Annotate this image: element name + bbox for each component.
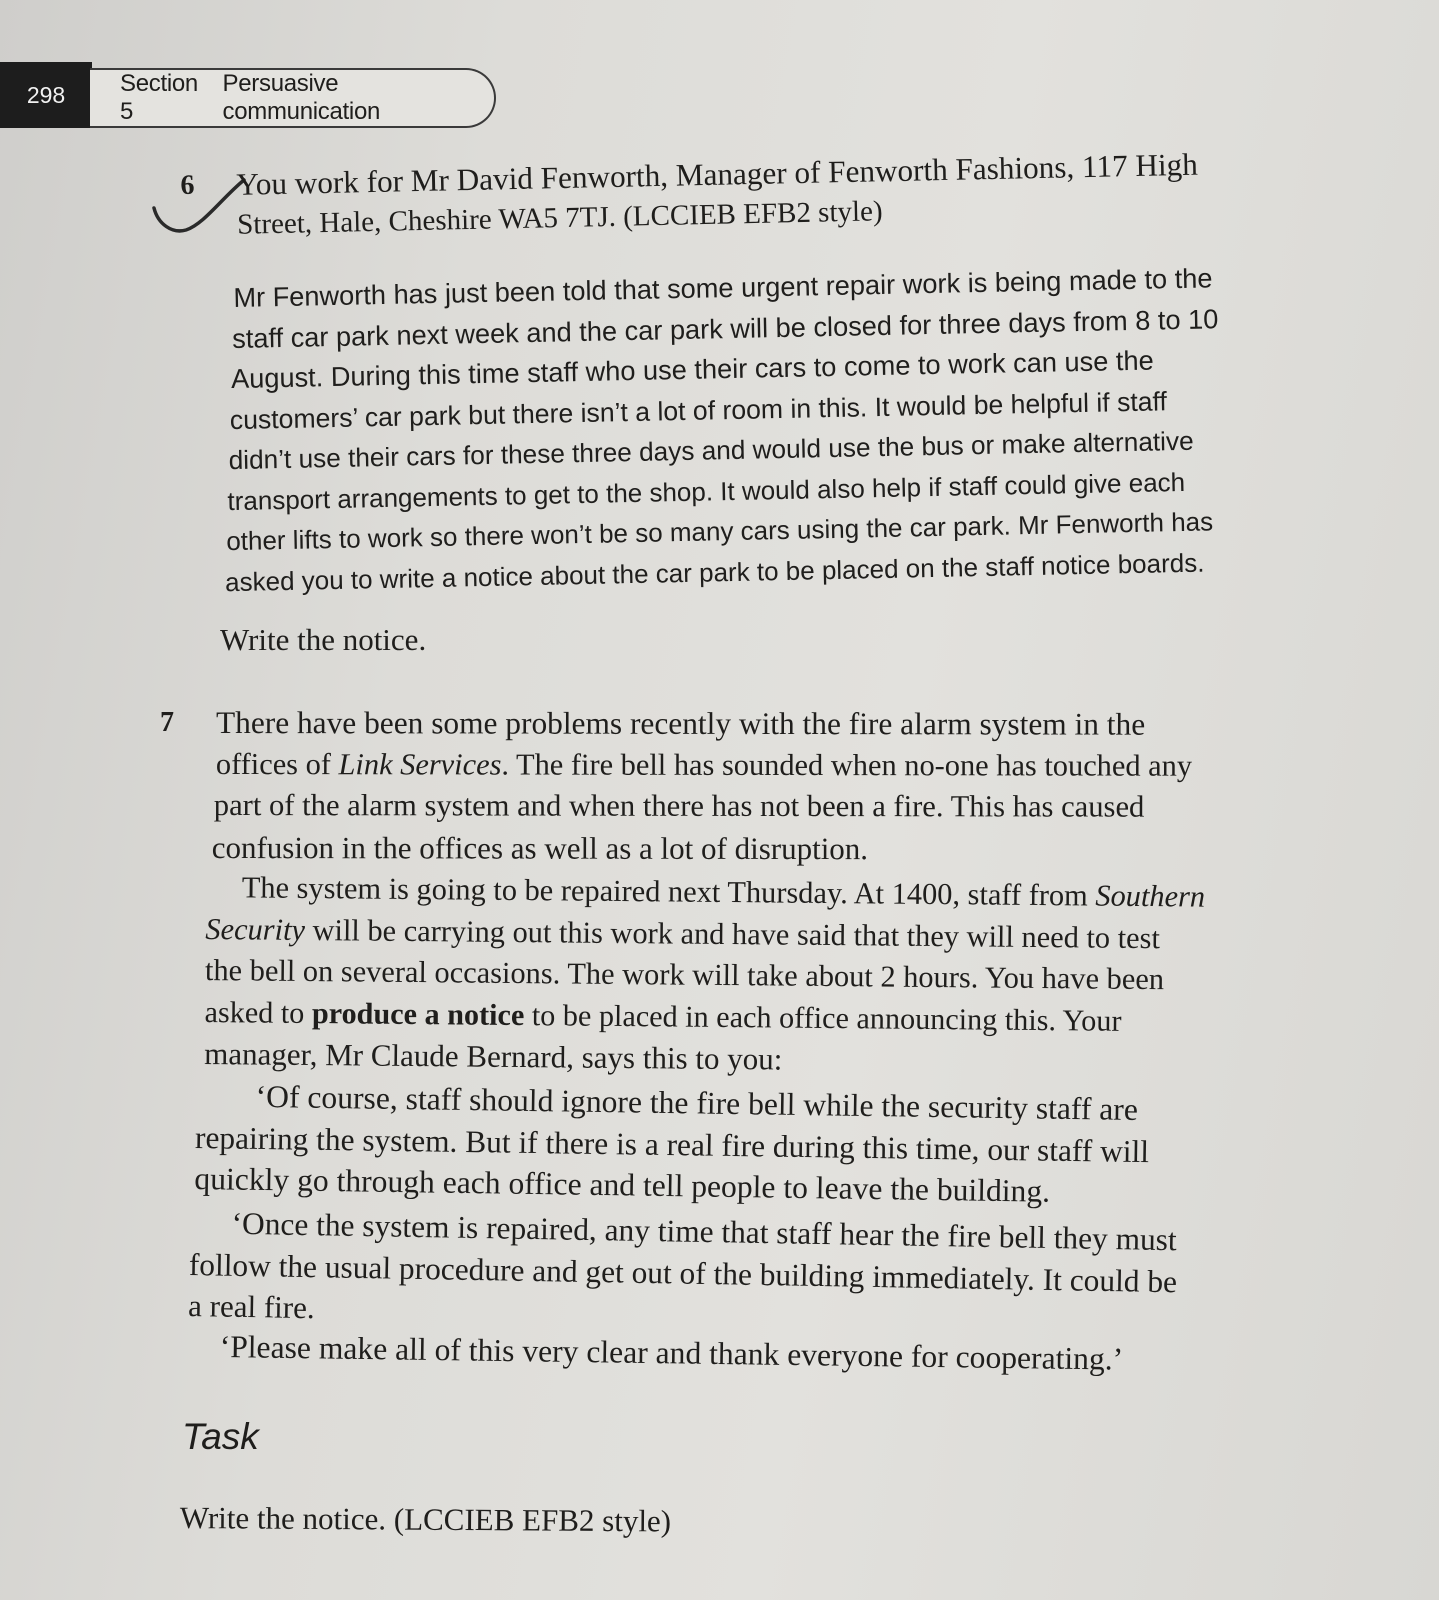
- question-7-line: manager, Mr Claude Bernard, says this to you:: [204, 1035, 783, 1077]
- question-6-number: 6: [180, 169, 195, 201]
- question-6-body: [224, 258, 1224, 602]
- quote-line: ‘Once the system is repaired, any time that staff hear the fire bell they must: [231, 1205, 1177, 1258]
- question-6-heading-line: Street, Hale, Cheshire WA5 7TJ. (LCCIEB EFB2 style): [236, 195, 883, 241]
- section-title: Persuasive communication: [222, 70, 381, 125]
- page-number-text: 298: [26, 81, 66, 108]
- question-6-body-line: staff car park next week and the car park will be closed for three days from 8 to 10: [231, 302, 1219, 354]
- question-7-paragraph-1: [211, 702, 1193, 870]
- company-name: Link Services: [338, 746, 502, 781]
- text-run: will be carrying out this work and have said that they will need to test: [304, 912, 1161, 955]
- question-7-line: the bell on several occasions. The work will take about 2 hours. You have been: [204, 952, 1165, 997]
- text-run: to be placed in each office announcing this. Your: [524, 997, 1122, 1038]
- company-name: Security: [205, 911, 306, 947]
- quote-line: follow the usual procedure and get out of the building immediately. It could be: [188, 1246, 1178, 1299]
- emphasis: produce a notice: [311, 995, 525, 1032]
- text-run: offices of: [215, 746, 339, 781]
- question-6-body-line: didn’t use their cars for these three days and would use the bus or make alternative: [228, 425, 1194, 476]
- quote-line: quickly go through each office and tell people to leave the building.: [194, 1160, 1051, 1209]
- text-run: asked to: [204, 994, 313, 1030]
- question-6-body-line: customers’ car park but there isn’t a lot of room in this. It would be helpful if staff: [229, 385, 1168, 435]
- page-number: [0, 62, 92, 128]
- question-6-body-line: transport arrangements to get to the shop. It would also help if staff could give each: [227, 466, 1186, 516]
- section-header-tab: [90, 68, 496, 128]
- section-number: Section 5: [120, 70, 198, 125]
- question-6-body-line: Mr Fenworth has just been told that some urgent repair work is being made to the: [233, 262, 1213, 313]
- question-6-body-line: other lifts to work so there won’t be so many cars using the car park. Mr Fenworth has: [225, 506, 1214, 557]
- quote-line: ‘Of course, staff should ignore the fire bell while the security staff are: [255, 1078, 1139, 1127]
- question-7-line: [216, 743, 1192, 786]
- task-text: Write the notice. (LCCIEB EFB2 style): [179, 1500, 672, 1539]
- text-run: The system is going to be repaired next Thursday. At 1400, staff from: [241, 870, 1096, 913]
- question-6-body-line: asked you to write a notice about the car park to be placed on the staff notice boards.: [224, 547, 1205, 597]
- check-mark-icon: [148, 168, 248, 240]
- manager-quote-2: [188, 1202, 1178, 1344]
- company-name: Southern: [1095, 878, 1206, 914]
- question-7-line: part of the alarm system and when there has not been a fire. This has caused: [213, 787, 1145, 824]
- quote-line: ‘Please make all of this very clear and thank everyone for cooperating.’: [219, 1328, 1124, 1377]
- quote-line: repairing the system. But if there is a real fire during this time, our staff will: [194, 1119, 1150, 1169]
- question-6-instruction: Write the notice.: [220, 622, 427, 657]
- question-6-body-line: August. During this time staff who use their cars to come to work can use the: [230, 344, 1154, 395]
- question-7-paragraph-2: [204, 867, 1205, 1084]
- manager-quote-1: [194, 1075, 1150, 1214]
- question-7-line: There have been some problems recently with the fire alarm system in the: [215, 705, 1146, 742]
- question-7-line: confusion in the offices as well as a lot of disruption.: [211, 829, 869, 866]
- text-run: . The fire bell has sounded when no-one has touched any: [501, 746, 1193, 783]
- question-7-number: 7: [160, 707, 174, 738]
- quote-line: a real fire.: [187, 1287, 315, 1326]
- question-6-heading-line: You work for Mr David Fenworth, Manager of Fenworth Fashions, 117 High: [236, 146, 1199, 202]
- task-title: Task: [182, 1416, 259, 1457]
